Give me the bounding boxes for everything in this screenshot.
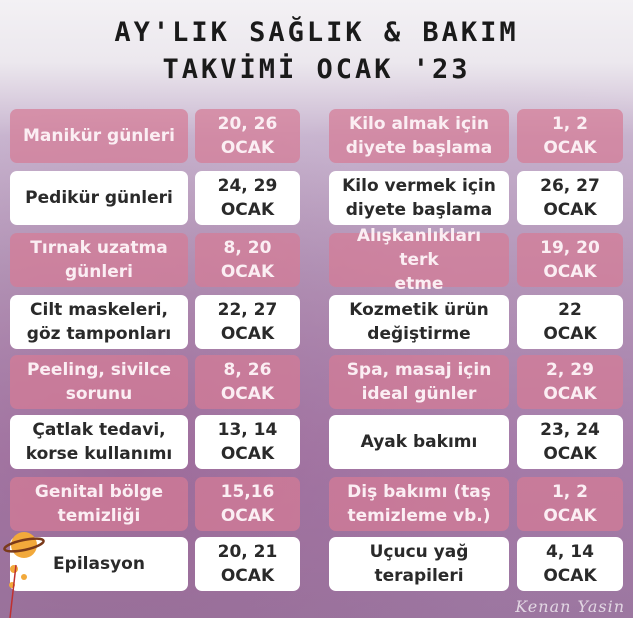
cell-text-line: OCAK [543,200,597,220]
row-1-left-dates [195,109,300,163]
cell-text-line: OCAK [543,262,597,282]
watermark: Kenan Yasin [515,597,625,616]
cell-text: Epilasyon [53,554,145,574]
cell-text-line: 8, 20 [223,238,272,258]
cell-text-line: Uçucu yağ [369,542,469,562]
cell-text-line: 24, 29 [217,176,278,196]
cell-text-line: Diş bakımı (taş [347,482,491,502]
cell-text: Cilt maskeleri, göz tamponları [26,300,172,344]
row-1-right-dates [517,109,623,163]
cell-text-line: 4, 14 [546,542,594,562]
cell-text-line: 2, 29 [546,360,594,380]
row-4-left-dates [195,295,300,349]
cell-text-line: OCAK [220,506,275,526]
cell-text-line: OCAK [543,384,597,404]
cell-text: Genital bölge temizliği [34,482,164,526]
cell-text-line: OCAK [220,324,275,344]
row-5-right-label [329,355,509,409]
cell-text-line: diyete başlama [345,200,493,220]
page-title [0,14,633,88]
row-3-right-label [329,226,509,294]
cell-text-line: 26, 27 [540,176,600,196]
cell-text-line: OCAK [220,444,275,464]
row-5-left-label [10,355,188,409]
cell-text-line: 1, 2 [551,482,589,502]
cell-text-line: etme [394,274,444,294]
row-1-right-label [329,109,509,163]
cell-text-line: Kilo vermek için [342,176,496,196]
row-6-left-dates [195,415,300,469]
cell-text-line: 20, 21 [217,542,278,562]
cell-text-line: OCAK [220,262,275,282]
cell-text-line: 20, 26 [217,114,278,134]
row-7-right-label [329,477,509,531]
title-line-2: TAKVİMİ OCAK '23 [162,54,471,85]
row-6-right-dates [517,415,623,469]
cell-text-line: OCAK [220,200,275,220]
row-2-right-dates [517,171,623,225]
row-6-right-label [329,415,509,469]
row-2-left-dates [195,171,300,225]
cell-text-line: OCAK [543,444,597,464]
row-8-left-dates [195,537,300,591]
cell-text-line: Alışkanlıkları terk [356,226,482,270]
cell-text-line: ideal günler [361,384,477,404]
cell-text: Manikür günleri [23,126,175,146]
row-4-right-label [329,295,509,349]
cell-text: Tırnak uzatma günleri [30,238,168,282]
row-3-left-label [10,233,188,287]
row-7-left-label [10,477,188,531]
cell-text-line: 22 [558,300,582,320]
title-line-1: AY'LIK SAĞLIK & BAKIM [114,17,519,48]
row-5-left-dates [195,355,300,409]
row-2-left-label [10,171,188,225]
cell-text-line: OCAK [220,566,275,586]
cell-text-line: 15,16 [220,482,275,502]
cell-text-line: OCAK [543,138,597,158]
cell-text-line: 1, 2 [551,114,589,134]
cell-text-line: Spa, masaj için [346,360,492,380]
cell-text-line: OCAK [543,506,597,526]
row-7-right-dates [517,477,623,531]
cell-text: Peeling, sivilce sorunu [26,360,172,404]
cell-text-line: temizleme vb.) [347,506,491,526]
row-3-left-dates [195,233,300,287]
cell-text-line: Kozmetik ürün [349,300,489,320]
cell-text-line: değiştirme [367,324,471,344]
row-1-left-label [10,109,188,163]
planet-decoration-icon [2,525,52,618]
cell-text-line: OCAK [220,384,275,404]
cell-text: Çatlak tedavi, korse kullanımı [25,420,173,464]
cell-text-line: 19, 20 [540,238,600,258]
cell-text-line: Kilo almak için [349,114,489,134]
row-4-left-label [10,295,188,349]
row-8-right-label [329,537,509,591]
row-7-left-dates [195,477,300,531]
cell-text-line: 13, 14 [217,420,278,440]
row-2-right-label [329,171,509,225]
cell-text-line: Ayak bakımı [360,432,478,452]
cell-text-line: 23, 24 [540,420,600,440]
row-4-right-dates [517,295,623,349]
cell-text-line: OCAK [543,324,597,344]
row-6-left-label [10,415,188,469]
row-3-right-dates [517,233,623,287]
cell-text-line: terapileri [374,566,464,586]
row-5-right-dates [517,355,623,409]
row-8-right-dates [517,537,623,591]
cell-text-line: 8, 26 [223,360,272,380]
cell-text-line: OCAK [220,138,275,158]
cell-text-line: diyete başlama [345,138,493,158]
cell-text-line: OCAK [543,566,597,586]
cell-text-line: 22, 27 [217,300,278,320]
cell-text: Pedikür günleri [25,188,173,208]
